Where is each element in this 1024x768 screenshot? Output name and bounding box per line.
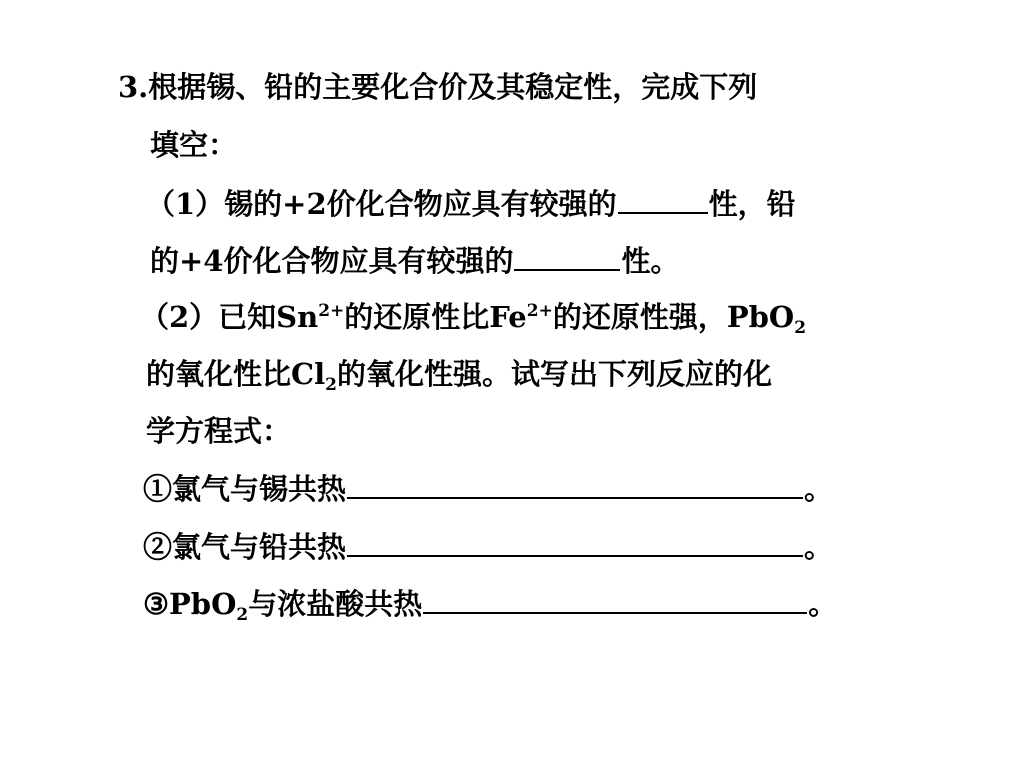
answer-blank-4[interactable] bbox=[347, 529, 803, 557]
part1-line-2 bbox=[150, 243, 680, 278]
part2-text-b: 的还原性比Fe bbox=[344, 300, 527, 334]
part2-line-2 bbox=[146, 357, 772, 395]
question-title-line-2 bbox=[150, 128, 237, 162]
answer-blank-5[interactable] bbox=[423, 586, 807, 614]
part2-line-3 bbox=[146, 414, 291, 448]
part1-text-c: 的+4价化合物应具有较强的 bbox=[150, 244, 514, 278]
question-title: 3.根据锡、铅的主要化合价及其稳定性，完成下列 bbox=[118, 70, 758, 104]
cl2-subscript: 2 bbox=[325, 375, 337, 395]
part2-text-c: 的还原性强，PbO bbox=[552, 300, 795, 334]
part2-text-d: 的氧化性比Cl bbox=[146, 357, 326, 391]
part2-text-f: 学方程式： bbox=[146, 414, 292, 448]
item-3-line bbox=[143, 586, 838, 625]
item-1-line bbox=[143, 471, 833, 506]
item-1-text: ①氯气与锡共热 bbox=[143, 472, 347, 506]
part1-text-b: 性，铅 bbox=[708, 187, 796, 221]
answer-blank-2[interactable] bbox=[514, 243, 620, 271]
answer-blank-1[interactable] bbox=[618, 186, 708, 214]
item-2-line bbox=[143, 529, 833, 564]
fe-charge: 2+ bbox=[526, 301, 553, 321]
item-3-subscript: 2 bbox=[236, 605, 249, 625]
pbo2-subscript: 2 bbox=[794, 318, 807, 338]
item-1-period: 。 bbox=[804, 472, 834, 506]
item-2-period: 。 bbox=[804, 530, 834, 564]
part1-text-d: 性。 bbox=[621, 244, 680, 278]
part1-text-a: （1）锡的+2价化合物应具有较强的 bbox=[146, 187, 617, 221]
answer-blank-3[interactable] bbox=[347, 471, 803, 499]
part2-text-a: （2）已知Sn bbox=[140, 300, 319, 334]
item-2-text: ②氯气与铅共热 bbox=[143, 530, 347, 564]
item-3-text-b: 与浓盐酸共热 bbox=[248, 587, 423, 621]
sn-charge: 2+ bbox=[318, 301, 345, 321]
item-3-period: 。 bbox=[808, 587, 838, 621]
part2-text-e: 的氧化性强。试写出下列反应的化 bbox=[336, 357, 772, 391]
part1-line-1 bbox=[146, 186, 796, 221]
item-3-text-a: ③PbO bbox=[143, 587, 237, 621]
part2-line-1 bbox=[140, 300, 807, 338]
question-title-cont: 填空： bbox=[150, 128, 238, 162]
question-title-line bbox=[118, 70, 757, 104]
